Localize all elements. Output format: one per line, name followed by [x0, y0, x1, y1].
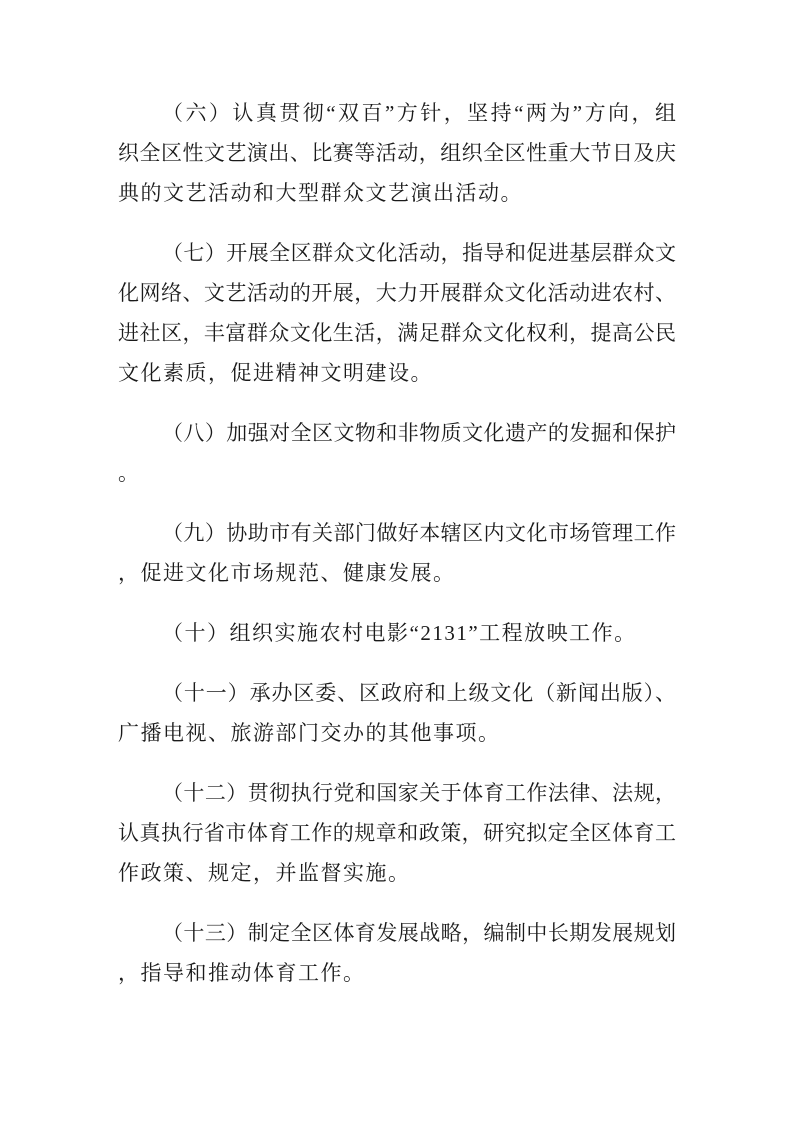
paragraph — [118, 673, 676, 753]
paragraph — [118, 773, 676, 893]
paragraph — [118, 613, 676, 653]
text-line: 化网络、文艺活动的开展，大力开展群众文化活动进农村、 — [118, 281, 676, 305]
paragraph — [118, 233, 676, 393]
paragraph — [118, 93, 676, 213]
text-line: 织全区性文艺演出、比赛等活动，组织全区性重大节日及庆 — [118, 141, 676, 165]
text-line: 典的文艺活动和大型群众文艺演出活动。 — [118, 181, 523, 205]
text-line: （十二）贯彻执行党和国家关于体育工作法律、法规， — [162, 781, 676, 805]
text-line: ，促进文化市场规范、健康发展。 — [118, 561, 456, 585]
paragraph — [118, 913, 676, 993]
text-line: ，指导和推动体育工作。 — [118, 961, 366, 985]
text-line: 文化素质，促进精神文明建设。 — [118, 361, 433, 385]
document-body — [118, 93, 676, 1013]
text-line: （十一）承办区委、区政府和上级文化（新闻出版）、 — [162, 681, 676, 705]
text-line: 认真执行省市体育工作的规章和政策，研究拟定全区体育工 — [118, 821, 676, 845]
text-line: （十）组织实施农村电影“2131”工程放映工作。 — [162, 621, 637, 645]
text-line: （十三）制定全区体育发展战略，编制中长期发展规划 — [162, 921, 676, 945]
text-line: （七）开展全区群众文化活动，指导和促进基层群众文 — [162, 241, 676, 265]
text-line: 进社区，丰富群众文化生活，满足群众文化权利，提高公民 — [118, 321, 676, 345]
text-line: （八）加强对全区文物和非物质文化遗产的发掘和保护 — [162, 421, 676, 445]
paragraph — [118, 513, 676, 593]
text-line: 。 — [118, 461, 141, 485]
text-line: 作政策、规定，并监督实施。 — [118, 861, 411, 885]
paragraph — [118, 413, 676, 493]
text-line: （六）认真贯彻“双百”方针，坚持“两为”方向，组 — [162, 101, 676, 125]
text-line: （九）协助市有关部门做好本辖区内文化市场管理工作 — [162, 521, 676, 545]
text-line: 广播电视、旅游部门交办的其他事项。 — [118, 721, 501, 745]
